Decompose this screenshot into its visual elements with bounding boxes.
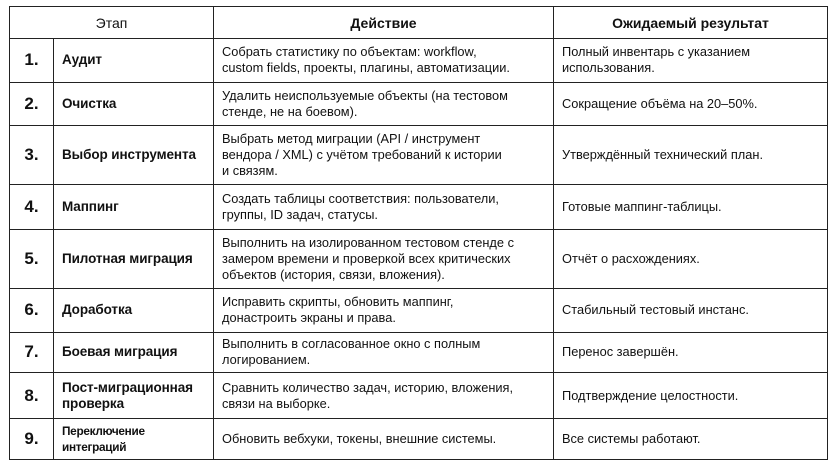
row-result: Перенос завершён. [554,332,828,373]
header-stage: Этап [10,7,214,39]
row-result: Утверждённый технический план. [554,125,828,184]
row-action: Удалить неиспользуемые объекты (на тестовом стенде, не на боевом). [214,82,554,125]
row-result: Стабильный тестовый инстанс. [554,288,828,332]
row-stage: Очистка [54,82,214,125]
row-number: 1. [10,39,54,83]
table-row [10,288,828,332]
row-action: Обновить вебхуки, токены, внешние системы. [214,419,554,460]
table-row [10,332,828,373]
row-number: 6. [10,288,54,332]
row-number: 7. [10,332,54,373]
row-action: Выполнить в согласованное окно с полным логированием. [214,332,554,373]
row-number: 3. [10,125,54,184]
row-stage: Переключение интеграций [54,419,214,460]
table-header-row [10,7,828,39]
row-action: Исправить скрипты, обновить маппинг, донастроить экраны и права. [214,288,554,332]
row-stage: Доработка [54,288,214,332]
table-row [10,373,828,419]
row-action: Собрать статистику по объектам: workflow, custom fields, проекты, плагины, автоматизации. [214,39,554,83]
row-action: Выбрать метод миграции (API / инструмент вендора / XML) с учётом требований к истории и связям. [214,125,554,184]
header-action: Действие [214,7,554,39]
table-row [10,125,828,184]
row-stage: Боевая миграция [54,332,214,373]
header-result: Ожидаемый результат [554,7,828,39]
row-stage: Пост-миграционная проверка [54,373,214,419]
table-row [10,184,828,229]
row-result: Подтверждение целостности. [554,373,828,419]
row-number: 5. [10,229,54,288]
table-row [10,419,828,460]
row-result: Отчёт о расхождениях. [554,229,828,288]
row-action: Создать таблицы соответствия: пользователи, группы, ID задач, статусы. [214,184,554,229]
migration-plan-table [9,6,828,460]
row-stage: Выбор инструмента [54,125,214,184]
row-number: 8. [10,373,54,419]
row-result: Готовые маппинг-таблицы. [554,184,828,229]
table-row [10,229,828,288]
row-result: Все системы работают. [554,419,828,460]
row-result: Полный инвентарь с указанием использования. [554,39,828,83]
table-row [10,82,828,125]
row-stage: Маппинг [54,184,214,229]
row-number: 2. [10,82,54,125]
row-number: 9. [10,419,54,460]
row-action: Выполнить на изолированном тестовом стенде с замером времени и проверкой всех критических объектов (история, связи, вложения). [214,229,554,288]
row-result: Сокращение объёма на 20–50%. [554,82,828,125]
row-number: 4. [10,184,54,229]
table-row [10,39,828,83]
row-stage: Аудит [54,39,214,83]
row-stage: Пилотная миграция [54,229,214,288]
row-action: Сравнить количество задач, историю, вложения, связи на выборке. [214,373,554,419]
